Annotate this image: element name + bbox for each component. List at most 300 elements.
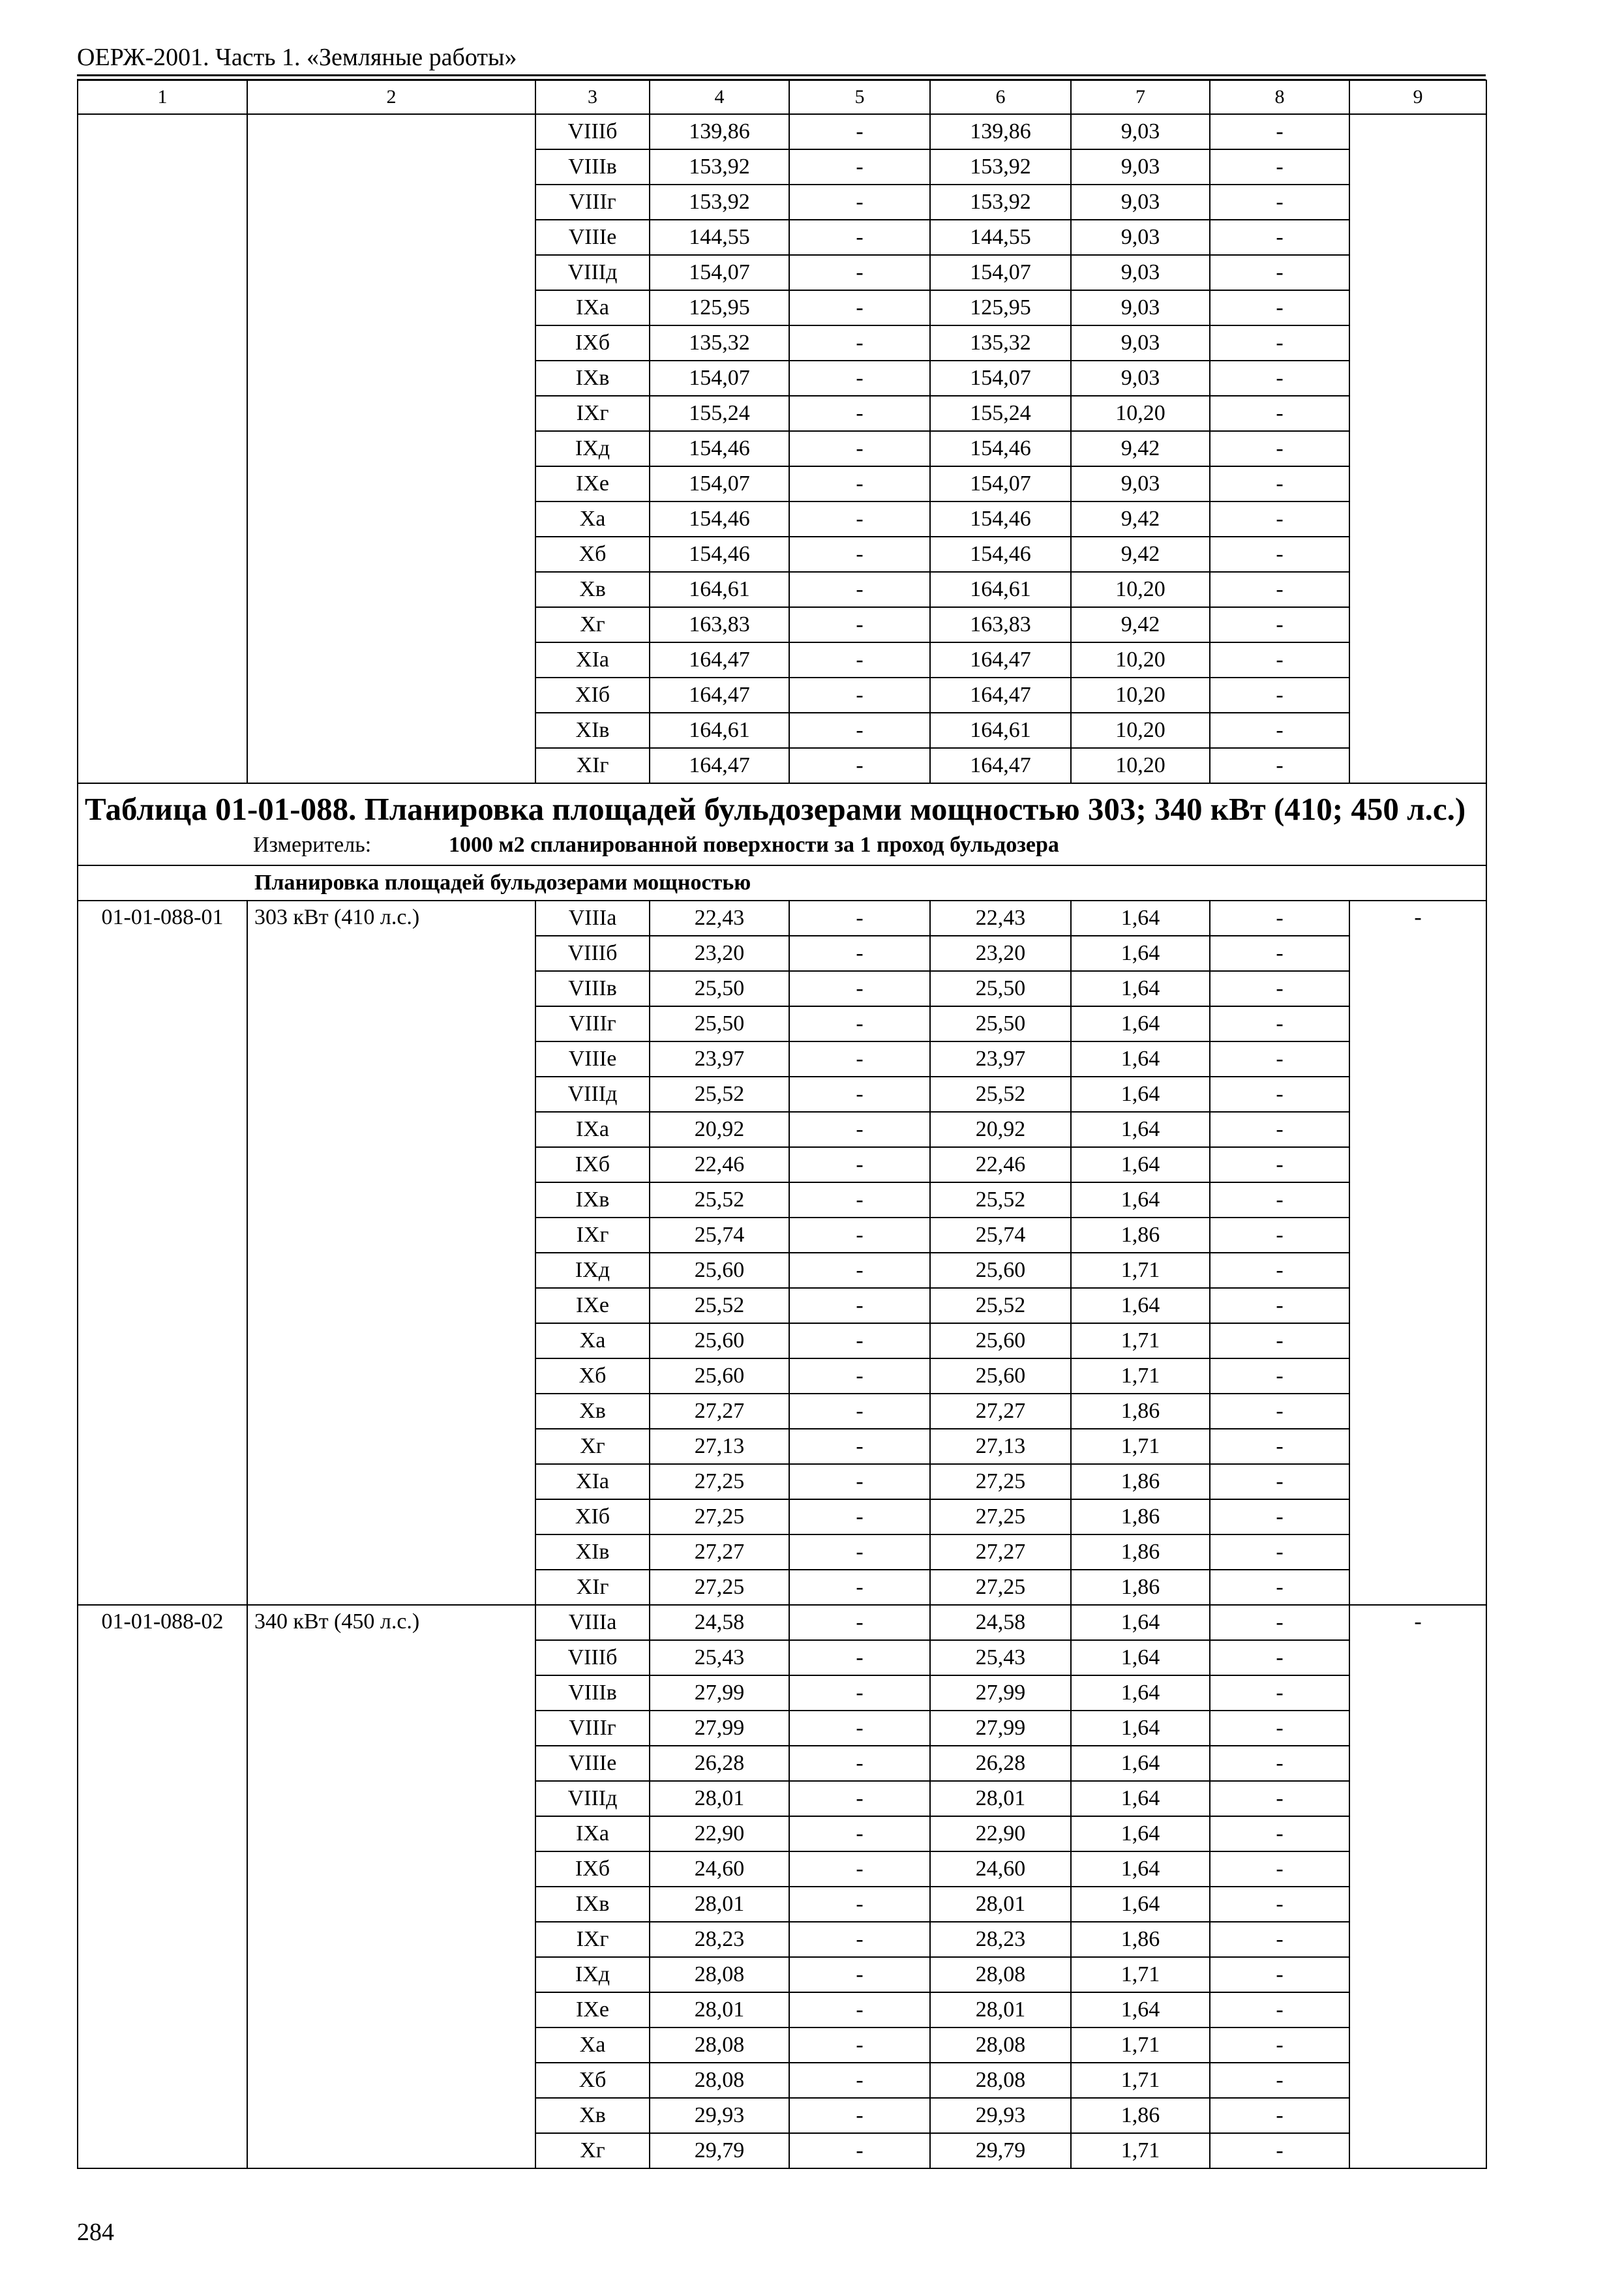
table-cell: - xyxy=(1210,1112,1349,1147)
table-cell: IXе xyxy=(535,1992,650,2027)
meter-value: 1000 м2 спланированной поверхности за 1 проход бульдозера xyxy=(449,833,1059,857)
table-cell: - xyxy=(789,1182,930,1218)
table-cell: 24,60 xyxy=(650,1851,789,1887)
table-cell: - xyxy=(1210,1147,1349,1182)
table-cell: - xyxy=(789,466,930,501)
table-cell: 22,46 xyxy=(930,1147,1071,1182)
column-number: 1 xyxy=(78,80,247,114)
table-cell: 9,03 xyxy=(1071,185,1210,220)
table-cell: - xyxy=(789,1253,930,1288)
table-cell: - xyxy=(789,1218,930,1253)
table-cell: 154,46 xyxy=(650,431,789,466)
table-cell: 163,83 xyxy=(930,607,1071,642)
name-cell-empty xyxy=(247,114,535,783)
table-cell: - xyxy=(789,1147,930,1182)
table-cell: 139,86 xyxy=(930,114,1071,149)
table-cell: 1,71 xyxy=(1071,1957,1210,1992)
table-cell: - xyxy=(1210,1499,1349,1534)
table-cell: - xyxy=(1210,1605,1349,1640)
table-cell: 9,03 xyxy=(1071,149,1210,185)
table-cell: 25,60 xyxy=(930,1323,1071,1358)
table-cell: - xyxy=(789,1534,930,1570)
table-cell: VIIIв xyxy=(535,1675,650,1711)
table-cell: 27,99 xyxy=(650,1711,789,1746)
table-cell: IXг xyxy=(535,396,650,431)
table-cell: XIв xyxy=(535,1534,650,1570)
table-cell: 20,92 xyxy=(930,1112,1071,1147)
table-cell: 1,86 xyxy=(1071,1464,1210,1499)
table-cell: - xyxy=(789,2133,930,2168)
table-cell: - xyxy=(1210,537,1349,572)
table-cell: Xв xyxy=(535,1394,650,1429)
table-cell: 9,03 xyxy=(1071,325,1210,361)
table-cell: 28,08 xyxy=(930,2027,1071,2063)
table-cell: 9,03 xyxy=(1071,255,1210,290)
table-cell: 25,74 xyxy=(650,1218,789,1253)
header-rule xyxy=(77,74,1486,76)
table-cell: - xyxy=(1210,971,1349,1006)
table-cell: 10,20 xyxy=(1071,748,1210,783)
table-cell: 155,24 xyxy=(930,396,1071,431)
column-number: 9 xyxy=(1349,80,1486,114)
table-cell: - xyxy=(789,2098,930,2133)
table-cell: - xyxy=(1210,1957,1349,1992)
table-cell: - xyxy=(1210,290,1349,325)
table-cell: 25,52 xyxy=(930,1182,1071,1218)
table-cell: 154,07 xyxy=(650,255,789,290)
norm-code: 01-01-088-02 xyxy=(78,1605,247,2168)
table-cell: 1,64 xyxy=(1071,1147,1210,1182)
table-cell: 28,01 xyxy=(650,1992,789,2027)
table-cell: 1,64 xyxy=(1071,1112,1210,1147)
table-cell: IXг xyxy=(535,1922,650,1957)
table-cell: - xyxy=(1210,1218,1349,1253)
table-cell: 154,46 xyxy=(930,501,1071,537)
table-cell: - xyxy=(789,255,930,290)
table-cell: - xyxy=(789,1006,930,1041)
table-cell: Xа xyxy=(535,501,650,537)
table-cell: 28,08 xyxy=(650,1957,789,1992)
table-cell: - xyxy=(1210,1077,1349,1112)
section-row xyxy=(78,865,1486,901)
table-cell: VIIIд xyxy=(535,255,650,290)
table-cell: - xyxy=(789,936,930,971)
table-cell: 144,55 xyxy=(930,220,1071,255)
table-cell: 164,47 xyxy=(930,748,1071,783)
table-cell: - xyxy=(1210,1394,1349,1429)
table-cell: 1,71 xyxy=(1071,2027,1210,2063)
table-cell: - xyxy=(1210,1534,1349,1570)
table-cell: 139,86 xyxy=(650,114,789,149)
table-cell: 25,52 xyxy=(930,1288,1071,1323)
table-cell: 28,01 xyxy=(930,1992,1071,2027)
table-cell: - xyxy=(1210,936,1349,971)
table-cell: 29,93 xyxy=(650,2098,789,2133)
table-cell: - xyxy=(1210,1711,1349,1746)
table-cell: XIа xyxy=(535,1464,650,1499)
table-cell: 164,61 xyxy=(650,713,789,748)
table-cell: 164,47 xyxy=(650,642,789,678)
table-cell: Xа xyxy=(535,2027,650,2063)
table-cell: 22,43 xyxy=(930,901,1071,936)
table-cell: - xyxy=(789,501,930,537)
table-cell: - xyxy=(1210,1675,1349,1711)
table-cell: 20,92 xyxy=(650,1112,789,1147)
table-cell: - xyxy=(789,1112,930,1147)
table-cell: 27,27 xyxy=(650,1394,789,1429)
table-cell: 27,25 xyxy=(650,1499,789,1534)
table-cell: 1,64 xyxy=(1071,1640,1210,1675)
table-cell: Xб xyxy=(535,1358,650,1394)
table-cell: - xyxy=(1210,1323,1349,1358)
code-cell-empty xyxy=(78,114,247,783)
table-cell: - xyxy=(789,1288,930,1323)
table-cell: 25,60 xyxy=(650,1253,789,1288)
table-cell: 25,52 xyxy=(650,1288,789,1323)
table-cell: - xyxy=(789,572,930,607)
table-cell: - xyxy=(789,1077,930,1112)
table-cell: - xyxy=(1210,1640,1349,1675)
table-title-cell xyxy=(78,783,1486,865)
table-cell: - xyxy=(1210,607,1349,642)
table-cell: - xyxy=(1210,1922,1349,1957)
table-cell: - xyxy=(1210,1992,1349,2027)
table-cell: 28,08 xyxy=(650,2063,789,2098)
table-cell: - xyxy=(1210,572,1349,607)
table-cell: 25,52 xyxy=(650,1077,789,1112)
table-cell: - xyxy=(1210,1288,1349,1323)
table-cell: XIг xyxy=(535,748,650,783)
table-cell: IXв xyxy=(535,1887,650,1922)
table-cell: 28,08 xyxy=(930,2063,1071,2098)
table-cell: - xyxy=(1210,2027,1349,2063)
table-cell: IXд xyxy=(535,431,650,466)
table-row xyxy=(78,901,1486,936)
table-cell: VIIIв xyxy=(535,149,650,185)
table-cell: IXв xyxy=(535,361,650,396)
table-cell: 153,92 xyxy=(650,185,789,220)
table-cell: VIIIе xyxy=(535,1041,650,1077)
table-cell: IXе xyxy=(535,466,650,501)
table-cell: - xyxy=(789,1816,930,1851)
table-cell: 9,03 xyxy=(1071,114,1210,149)
table-cell: 28,01 xyxy=(650,1887,789,1922)
table-cell: VIIIе xyxy=(535,1746,650,1781)
table-cell: 25,74 xyxy=(930,1218,1071,1253)
table-cell: - xyxy=(1210,1887,1349,1922)
table-cell: 9,03 xyxy=(1071,361,1210,396)
table-cell: - xyxy=(789,361,930,396)
table-cell: - xyxy=(789,971,930,1006)
table-cell: Xб xyxy=(535,537,650,572)
table-cell: 1,71 xyxy=(1071,1358,1210,1394)
column-number: 5 xyxy=(789,80,930,114)
table-cell: VIIIг xyxy=(535,185,650,220)
col9-value: - xyxy=(1349,901,1486,1605)
table-cell: 25,52 xyxy=(650,1182,789,1218)
table-cell: - xyxy=(1210,748,1349,783)
table-cell: XIг xyxy=(535,1570,650,1605)
column-number: 4 xyxy=(650,80,789,114)
table-cell: 1,64 xyxy=(1071,1851,1210,1887)
table-cell: 27,99 xyxy=(930,1711,1071,1746)
table-cell: - xyxy=(789,1746,930,1781)
table-cell: 155,24 xyxy=(650,396,789,431)
table-cell: Xб xyxy=(535,2063,650,2098)
table-cell: 23,97 xyxy=(930,1041,1071,1077)
table-cell: 25,60 xyxy=(650,1323,789,1358)
table-cell: - xyxy=(1210,1464,1349,1499)
table-cell: - xyxy=(1210,713,1349,748)
table-cell: - xyxy=(1210,325,1349,361)
table-cell: 27,25 xyxy=(650,1570,789,1605)
table-cell: 28,01 xyxy=(930,1781,1071,1816)
table-cell: 1,71 xyxy=(1071,2133,1210,2168)
running-header: ОЕРЖ-2001. Часть 1. «Земляные работы» xyxy=(77,44,517,71)
table-cell: - xyxy=(1210,1570,1349,1605)
page-number: 284 xyxy=(77,2219,114,2246)
norms-table xyxy=(77,80,1487,2169)
table-cell: 26,28 xyxy=(930,1746,1071,1781)
column-number: 7 xyxy=(1071,80,1210,114)
table-cell: 1,64 xyxy=(1071,901,1210,936)
table-cell: 1,64 xyxy=(1071,1816,1210,1851)
table-cell: 154,46 xyxy=(930,537,1071,572)
table-cell: - xyxy=(789,1605,930,1640)
table-cell: - xyxy=(1210,1851,1349,1887)
table-cell: - xyxy=(1210,2098,1349,2133)
table-cell: 28,08 xyxy=(930,1957,1071,1992)
table-cell: - xyxy=(789,537,930,572)
table-cell: VIIIа xyxy=(535,1605,650,1640)
table-cell: IXб xyxy=(535,1147,650,1182)
table-cell: 125,95 xyxy=(930,290,1071,325)
table-cell: 1,86 xyxy=(1071,1394,1210,1429)
norm-name: 303 кВт (410 л.с.) xyxy=(247,901,535,1605)
table-cell: 1,64 xyxy=(1071,1711,1210,1746)
table-cell: - xyxy=(789,220,930,255)
table-cell: - xyxy=(789,1851,930,1887)
meter-label: Измеритель: xyxy=(253,833,372,857)
table-cell: 164,61 xyxy=(930,572,1071,607)
table-cell: Xг xyxy=(535,1429,650,1464)
table-cell: Xг xyxy=(535,2133,650,2168)
table-cell: - xyxy=(1210,1746,1349,1781)
table-cell: 25,60 xyxy=(930,1253,1071,1288)
table-cell: 153,92 xyxy=(650,149,789,185)
table-cell: - xyxy=(789,1429,930,1464)
table-cell: - xyxy=(789,1464,930,1499)
table-cell: 154,07 xyxy=(650,466,789,501)
table-cell: 153,92 xyxy=(930,185,1071,220)
col9-value: - xyxy=(1349,1605,1486,2168)
table-cell: 1,64 xyxy=(1071,1006,1210,1041)
table-cell: - xyxy=(1210,2133,1349,2168)
table-cell: - xyxy=(789,642,930,678)
table-cell: 27,13 xyxy=(930,1429,1071,1464)
table-cell: - xyxy=(1210,1429,1349,1464)
table-cell: 164,61 xyxy=(930,713,1071,748)
table-cell: - xyxy=(1210,361,1349,396)
table-cell: - xyxy=(1210,1781,1349,1816)
table-cell: - xyxy=(789,2027,930,2063)
table-cell: IXв xyxy=(535,1182,650,1218)
table-row xyxy=(78,1605,1486,1640)
meter-line xyxy=(85,830,1478,861)
table-cell: Xв xyxy=(535,2098,650,2133)
table-cell: 23,97 xyxy=(650,1041,789,1077)
table-cell: 10,20 xyxy=(1071,572,1210,607)
table-cell: 9,42 xyxy=(1071,607,1210,642)
table-cell: 27,25 xyxy=(930,1464,1071,1499)
table-cell: 25,60 xyxy=(650,1358,789,1394)
table-cell: VIIIг xyxy=(535,1006,650,1041)
table-cell: - xyxy=(1210,501,1349,537)
table-cell: 1,64 xyxy=(1071,1746,1210,1781)
table-cell: IXа xyxy=(535,290,650,325)
table-cell: 1,64 xyxy=(1071,1992,1210,2027)
table-cell: 25,50 xyxy=(650,1006,789,1041)
table-cell: 10,20 xyxy=(1071,678,1210,713)
column-number: 6 xyxy=(930,80,1071,114)
table-cell: 144,55 xyxy=(650,220,789,255)
table-cell: 163,83 xyxy=(650,607,789,642)
table-cell: 1,86 xyxy=(1071,1922,1210,1957)
table-cell: 10,20 xyxy=(1071,713,1210,748)
table-cell: 135,32 xyxy=(650,325,789,361)
table-cell: IXб xyxy=(535,325,650,361)
table-cell: 1,64 xyxy=(1071,1781,1210,1816)
table-cell: - xyxy=(789,1323,930,1358)
table-cell: 23,20 xyxy=(650,936,789,971)
table-cell: 28,01 xyxy=(930,1887,1071,1922)
table-cell: 25,52 xyxy=(930,1077,1071,1112)
table-cell: - xyxy=(789,1499,930,1534)
table-cell: - xyxy=(789,290,930,325)
table-cell: 1,71 xyxy=(1071,1323,1210,1358)
table-cell: 164,61 xyxy=(650,572,789,607)
table-cell: 9,42 xyxy=(1071,431,1210,466)
table-title-row xyxy=(78,783,1486,865)
table-cell: Xа xyxy=(535,1323,650,1358)
table-cell: - xyxy=(1210,431,1349,466)
table-cell: 28,23 xyxy=(650,1922,789,1957)
table-cell: 1,86 xyxy=(1071,1218,1210,1253)
table-row xyxy=(78,114,1486,149)
table-cell: 28,01 xyxy=(650,1781,789,1816)
col9-cell-empty xyxy=(1349,114,1486,783)
table-cell: - xyxy=(1210,255,1349,290)
table-cell: - xyxy=(1210,2063,1349,2098)
column-number: 3 xyxy=(535,80,650,114)
table-cell: 164,47 xyxy=(930,642,1071,678)
table-cell: - xyxy=(1210,396,1349,431)
table-cell: 22,90 xyxy=(930,1816,1071,1851)
table-cell: 9,42 xyxy=(1071,537,1210,572)
table-cell: 27,99 xyxy=(650,1675,789,1711)
table-cell: 154,07 xyxy=(650,361,789,396)
table-cell: - xyxy=(789,185,930,220)
table-cell: VIIIб xyxy=(535,1640,650,1675)
table-cell: 27,27 xyxy=(930,1534,1071,1570)
table-cell: 9,03 xyxy=(1071,220,1210,255)
table-cell: VIIIа xyxy=(535,901,650,936)
table-cell: 22,43 xyxy=(650,901,789,936)
table-cell: 26,28 xyxy=(650,1746,789,1781)
table-cell: - xyxy=(1210,466,1349,501)
table-cell: 154,07 xyxy=(930,361,1071,396)
table-cell: - xyxy=(1210,114,1349,149)
table-cell: 27,27 xyxy=(930,1394,1071,1429)
table-cell: VIIIе xyxy=(535,220,650,255)
table-cell: - xyxy=(789,114,930,149)
table-cell: 1,64 xyxy=(1071,1288,1210,1323)
table-cell: 135,32 xyxy=(930,325,1071,361)
table-cell: IXд xyxy=(535,1253,650,1288)
table-cell: 27,99 xyxy=(930,1675,1071,1711)
table-cell: 27,27 xyxy=(650,1534,789,1570)
table-cell: 24,58 xyxy=(650,1605,789,1640)
table-cell: 9,03 xyxy=(1071,466,1210,501)
table-cell: 153,92 xyxy=(930,149,1071,185)
table-cell: 10,20 xyxy=(1071,642,1210,678)
table-cell: 25,50 xyxy=(930,971,1071,1006)
table-cell: 1,86 xyxy=(1071,2098,1210,2133)
table-cell: Xв xyxy=(535,572,650,607)
table-cell: - xyxy=(789,713,930,748)
table-cell: - xyxy=(789,149,930,185)
table-cell: - xyxy=(789,396,930,431)
table-cell: 154,46 xyxy=(650,537,789,572)
table-cell: 1,71 xyxy=(1071,1429,1210,1464)
table-cell: IXа xyxy=(535,1112,650,1147)
table-cell: VIIIб xyxy=(535,936,650,971)
table-cell: - xyxy=(1210,1253,1349,1288)
table-cell: 27,25 xyxy=(930,1499,1071,1534)
norm-name: 340 кВт (450 л.с.) xyxy=(247,1605,535,2168)
table-cell: 154,07 xyxy=(930,466,1071,501)
table-cell: 23,20 xyxy=(930,936,1071,971)
table-cell: 1,64 xyxy=(1071,971,1210,1006)
table-cell: - xyxy=(789,678,930,713)
table-cell: XIб xyxy=(535,1499,650,1534)
table-cell: - xyxy=(789,607,930,642)
table-cell: 22,46 xyxy=(650,1147,789,1182)
table-cell: 1,64 xyxy=(1071,1675,1210,1711)
table-cell: VIIIв xyxy=(535,971,650,1006)
table-cell: 29,79 xyxy=(650,2133,789,2168)
table-cell: 154,46 xyxy=(930,431,1071,466)
table-cell: 25,60 xyxy=(930,1358,1071,1394)
table-cell: 29,79 xyxy=(930,2133,1071,2168)
table-cell: - xyxy=(789,1041,930,1077)
table-title: Таблица 01-01-088. Планировка площадей бульдозерами мощностью 303; 340 кВт (410; 450 л.с.) xyxy=(85,791,1466,827)
table-cell: 1,86 xyxy=(1071,1570,1210,1605)
table-cell: 1,64 xyxy=(1071,936,1210,971)
table-cell: - xyxy=(789,1992,930,2027)
table-cell: 25,50 xyxy=(930,1006,1071,1041)
table-cell: 28,23 xyxy=(930,1922,1071,1957)
table-cell: IXд xyxy=(535,1957,650,1992)
table-cell: - xyxy=(1210,1182,1349,1218)
table-cell: - xyxy=(1210,901,1349,936)
table-cell: 10,20 xyxy=(1071,396,1210,431)
table-cell: 27,13 xyxy=(650,1429,789,1464)
table-cell: VIIIд xyxy=(535,1077,650,1112)
table-cell: - xyxy=(1210,1358,1349,1394)
table-cell: XIа xyxy=(535,642,650,678)
table-cell: 1,71 xyxy=(1071,2063,1210,2098)
